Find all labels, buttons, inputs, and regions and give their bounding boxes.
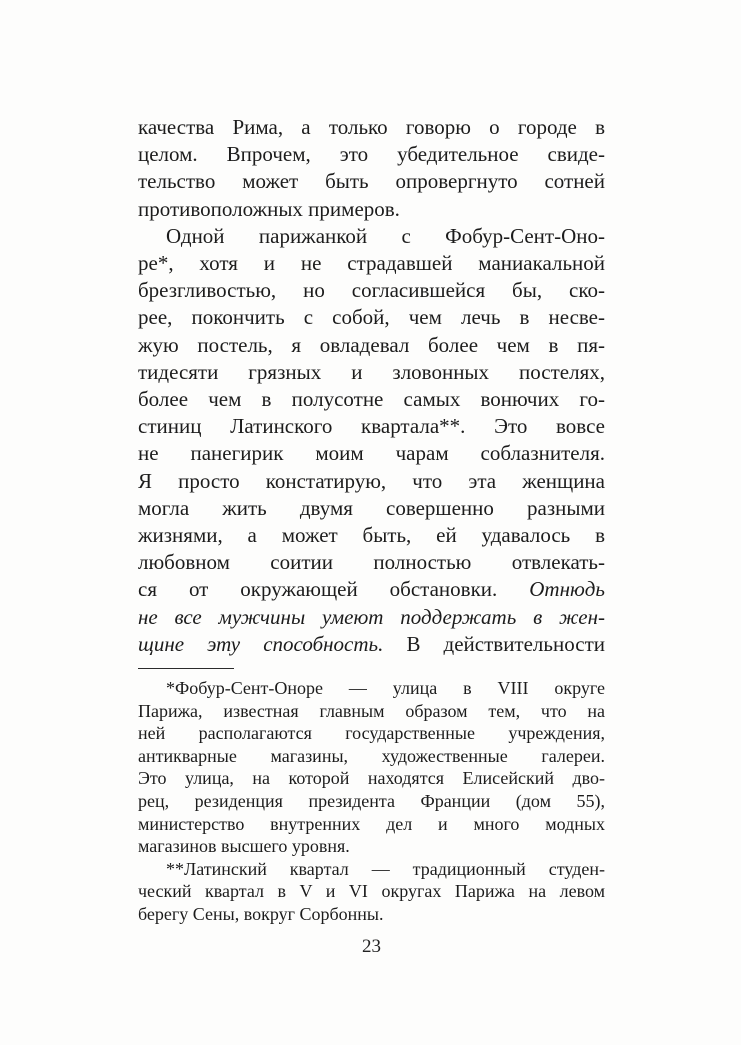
text-line: жизнями, а может быть, ей удавалось в [138,523,605,548]
footnote-line: рец, резиденция президента Франции (дом 55), [138,791,605,812]
text-segment: ся от окружающей обстановки. [138,577,530,602]
footnotes [138,677,605,926]
text-line [138,604,605,631]
body-text [138,114,605,658]
footnote-line: *Фобур-Сент-Оноре — улица в VIII округе [166,678,605,699]
text-line: Одной парижанкой с Фобур-Сент-Оно- [166,223,605,248]
text-segment: В действительности [383,631,605,656]
footnote-line: **Латинский квартал — традиционный студен- [166,858,605,879]
italic-text-segment: не все мужчины умеют поддержать в жен- [138,604,605,629]
footnote-line: берегу Сены, вокруг Сорбонны. [138,904,384,924]
text-line: качества Рима, а только говорю о городе в [138,115,605,139]
italic-text-segment: щине эту способность. [138,631,384,656]
text-line: тельство может быть опровергнуто сотней [138,169,605,194]
italic-text-segment: Отнюдь [529,577,605,602]
footnote-line: магазинов высшего уровня. [138,836,350,857]
text-block [138,114,605,926]
text-line: не панегирик моим чарам соблазнителя. [138,441,605,466]
text-line: Я просто констатирую, что эта женщина [138,468,605,493]
page-number: 23 [362,936,381,957]
text-line: целом. Впрочем, это убедительное свиде- [138,142,605,167]
footnote-line: ней располагаются государственные учреждения, [138,723,605,744]
text-line: брезгливостью, но согласившейся бы, ско- [138,278,605,303]
text-line: ре*, хотя и не страдавшей маниакальной [138,251,605,276]
text-line: тидесяти грязных и зловонных постелях, [138,359,605,384]
footnote-line: Парижа, известная главным образом тем, что на [138,700,605,721]
text-line: более чем в полусотне самых вонючих го- [138,387,605,412]
footnote-line: антикварные магазины, художественные галереи. [138,745,605,766]
footnote-separator [138,668,234,669]
footnote-line: министерство внутренних дел и много модных [138,813,605,834]
text-line [138,631,605,658]
text-line: любовном соитии полностью отвлекать- [138,550,605,575]
text-line [138,576,605,603]
footnote-line: Это улица, на которой находятся Елисейский дво- [138,768,605,789]
text-line: стиниц Латинского квартала**. Это вовсе [138,414,605,439]
text-line: рее, покончить с собой, чем лечь в несве- [138,305,605,330]
text-line: могла жить двумя совершенно разными [138,495,605,520]
text-line: жую постель, я овладевал более чем в пя- [138,332,605,357]
footnote-line: ческий квартал в V и VI округах Парижа на левом [138,881,605,902]
text-line: противоположных примеров. [138,196,400,221]
